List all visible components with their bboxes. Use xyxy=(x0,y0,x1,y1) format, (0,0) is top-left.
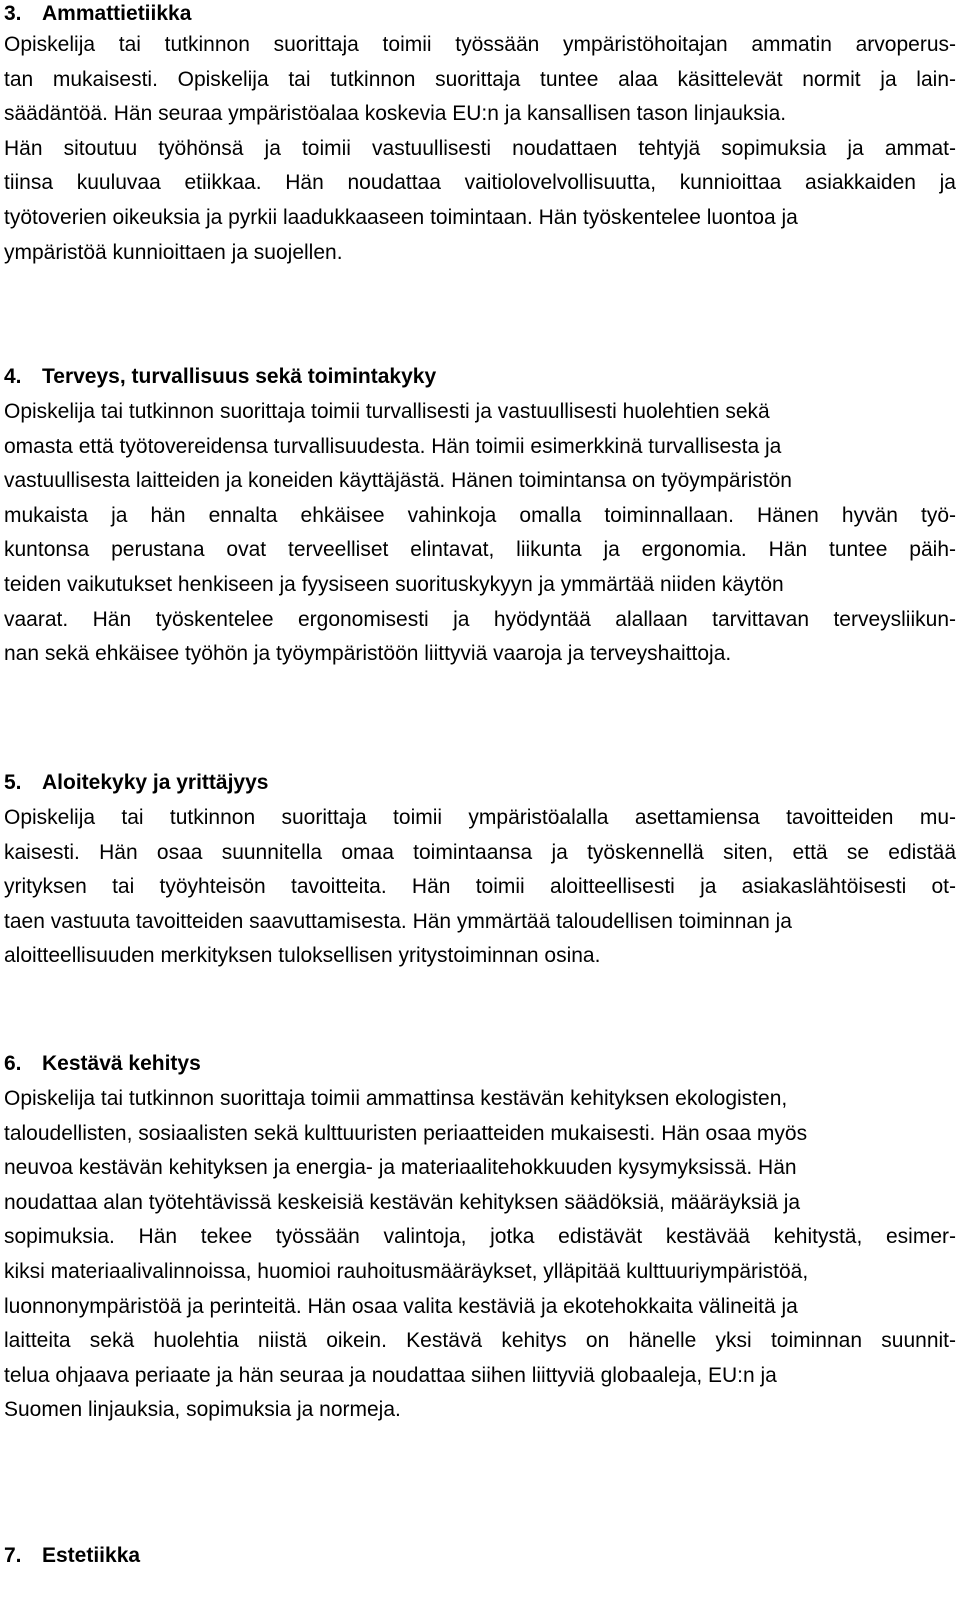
paragraph-line: tan mukaisesti. Opiskelija tai tutkinnon suorittaja tuntee alaa käsittelevät normit ja lain- xyxy=(4,67,956,91)
paragraph-line: yrityksen tai työyhteisön tavoitteita. Hän toimii aloitteellisesti ja asiakaslähtöisesti ot- xyxy=(4,875,956,899)
section-number: 5. xyxy=(4,771,22,794)
paragraph-line: aloitteellisuuden merkityksen tuloksellisen yritystoiminnan osina. xyxy=(4,944,601,968)
section-title: Aloitekyky ja yrittäjyys xyxy=(42,771,269,794)
paragraph-line: tiinsa kuuluvaa etiikkaa. Hän noudattaa vaitiolovelvollisuutta, kunnioittaa asiakkaiden ja xyxy=(4,171,956,195)
paragraph-line: Hän sitoutuu työhönsä ja toimii vastuullisesti noudattaen tehtyjä sopimuksia ja ammat- xyxy=(4,136,956,160)
section-number: 7. xyxy=(4,1544,22,1567)
paragraph-line: teiden vaikutukset henkiseen ja fyysiseen suorituskykyyn ja ymmärtää niiden käytön xyxy=(4,572,784,596)
paragraph-line: laitteita sekä huolehtia niistä oikein. Kestävä kehitys on hänelle yksi toiminnan suunnit- xyxy=(4,1329,956,1353)
section-title: Ammattietiikka xyxy=(42,2,192,25)
paragraph-line: ympäristöä kunnioittaen ja suojellen. xyxy=(4,240,343,264)
section-7 xyxy=(4,1542,956,1574)
section-number: 3. xyxy=(4,2,22,25)
section-paragraph xyxy=(4,801,956,974)
paragraph-line: luonnonympäristöä ja perinteitä. Hän osaa valita kestäviä ja ekotehokkaita välineitä ja xyxy=(4,1294,798,1318)
section-title: Kestävä kehitys xyxy=(42,1052,201,1075)
section-paragraph xyxy=(4,28,956,270)
section-title: Estetiikka xyxy=(42,1544,141,1567)
paragraph-line: vaarat. Hän työskentelee ergonomisesti ja hyödyntää alallaan tarvittavan terveysliikun- xyxy=(4,607,956,631)
section-paragraph xyxy=(4,395,956,672)
section-heading xyxy=(4,363,956,391)
paragraph-line: Suomen linjauksia, sopimuksia ja normeja. xyxy=(4,1398,401,1422)
paragraph-line: taen vastuuta tavoitteiden saavuttamisesta. Hän ymmärtää taloudellisen toiminnan ja xyxy=(4,909,792,933)
paragraph-line: nan sekä ehkäisee työhön ja työympäristöön liittyviä vaaroja ja terveyshaittoja. xyxy=(4,642,732,666)
paragraph-line: Opiskelija tai tutkinnon suorittaja toimii turvallisesti ja vastuullisesti huolehtien sekä xyxy=(4,400,770,423)
section-5 xyxy=(4,769,956,974)
paragraph-line: mukaista ja hän ennalta ehkäisee vahinkoja omalla toiminnallaan. Hänen hyvän työ- xyxy=(4,503,956,527)
section-heading xyxy=(4,0,956,28)
paragraph-line: noudattaa alan työtehtävissä keskeisiä kestävän kehityksen säädöksiä, määräyksiä ja xyxy=(4,1190,801,1214)
paragraph-line: Opiskelija tai tutkinnon suorittaja toimii ympäristöalalla asettamiensa tavoitteiden mu- xyxy=(4,806,956,829)
paragraph-line: telua ohjaava periaate ja hän seuraa ja noudattaa siihen liittyviä globaaleja, EU:n ja xyxy=(4,1363,777,1387)
section-title: Terveys, turvallisuus sekä toimintakyky xyxy=(42,365,437,388)
paragraph-line: sopimuksia. Hän tekee työssään valintoja, jotka edistävät kestävää kehitystä, esimer- xyxy=(4,1225,956,1249)
paragraph-line: kuntonsa perustana ovat terveelliset elintavat, liikunta ja ergonomia. Hän tuntee päih- xyxy=(4,538,956,562)
paragraph-line: kaisesti. Hän osaa suunnitella omaa toimintaansa ja työskennellä siten, että se edistää xyxy=(4,840,956,864)
section-number: 4. xyxy=(4,365,22,388)
paragraph-line: neuvoa kestävän kehityksen ja energia- ja materiaalitehokkuuden kysymyksissä. Hän xyxy=(4,1156,797,1180)
paragraph-line: Opiskelija tai tutkinnon suorittaja toimii työssään ympäristöhoitajan ammatin arvoperus- xyxy=(4,33,956,56)
paragraph-line: Opiskelija tai tutkinnon suorittaja toimii ammattinsa kestävän kehityksen ekologisten, xyxy=(4,1087,788,1110)
section-4 xyxy=(4,363,956,672)
paragraph-line: kiksi materiaalivalinnoissa, huomioi rauhoitusmääräykset, ylläpitää kulttuuriympäristöä, xyxy=(4,1259,809,1283)
section-heading xyxy=(4,769,956,797)
paragraph-line: taloudellisten, sosiaalisten sekä kulttuuristen periaatteiden mukaisesti. Hän osaa myös xyxy=(4,1121,808,1145)
paragraph-line: säädäntöä. Hän seuraa ympäristöalaa koskevia EU:n ja kansallisen tason linjauksia. xyxy=(4,102,787,126)
paragraph-line: vastuullisesta laitteiden ja koneiden käyttäjästä. Hänen toimintansa on työympäristön xyxy=(4,469,792,493)
section-paragraph xyxy=(4,1082,956,1428)
paragraph-line: työtoverien oikeuksia ja pyrkii laadukkaaseen toimintaan. Hän työskentelee luontoa ja xyxy=(4,205,798,229)
section-number: 6. xyxy=(4,1052,22,1075)
section-heading xyxy=(4,1542,956,1570)
section-6 xyxy=(4,1050,956,1428)
section-3 xyxy=(4,0,956,270)
section-heading xyxy=(4,1050,956,1078)
paragraph-line: omasta että työtovereidensa turvallisuudesta. Hän toimii esimerkkinä turvallisesta ja xyxy=(4,434,782,458)
